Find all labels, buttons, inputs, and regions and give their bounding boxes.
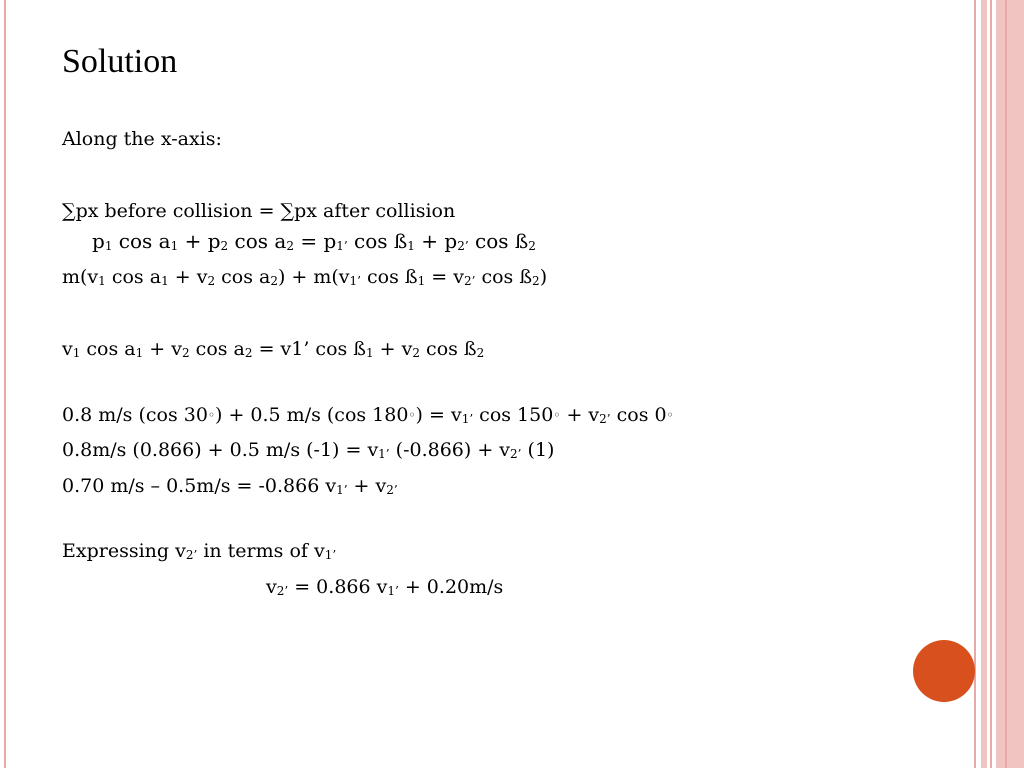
right-decorative-border: [974, 0, 1024, 768]
axis-label: Along the x-axis:: [62, 128, 222, 150]
equation-cosine-values: 0.8m/s (0.866) + 0.5 m/s $(-1) = v_{1’}$ $(-0.866) + v_{2’}$ (1): [62, 439, 555, 461]
equation-velocity-components: $v_1$ $\cos a_1 + v_2$ $\cos a_2 = v1$’ $\cos ß_1 + v_2$ $\cos ß_2$: [62, 338, 485, 360]
slide-title: Solution: [62, 43, 178, 80]
decorative-orange-circle: [913, 640, 975, 702]
equation-final-result: $v_{2’} = 0.866$ $v_{1’} + 0.20m/s$: [266, 576, 504, 598]
momentum-sum-statement: ∑px before collision = ∑px after collision: [62, 200, 456, 222]
equation-simplified: 0.70 m/s – 0.5m/s = -0.866 $v_{1’} + v_{2’}$: [62, 475, 398, 497]
equation-momentum-components: $p_1$ $\cos a_1 + p_2$ $\cos a_2 = p_{1’}$ $\cos ß_1 + p_{2’}$ $\cos ß_2$: [92, 229, 536, 253]
expressing-statement: Expressing $v_{2’}$ in terms of $v_{1’}$: [62, 540, 337, 562]
equation-mass-velocity: $m(v_1$ $\cos a_1 + v_2$ $\cos a_2) + m(v_{1’}$ $\cos ß_1 = v_{2’}$ $\cos ß_2$): [62, 266, 548, 288]
equation-substituted-values: 0.8 m/s (cos 30◦) + 0.5 m/s (cos 180◦) = $v_{1’}$ cos 150◦ + $v_{2’}$ cos 0◦: [62, 404, 674, 426]
